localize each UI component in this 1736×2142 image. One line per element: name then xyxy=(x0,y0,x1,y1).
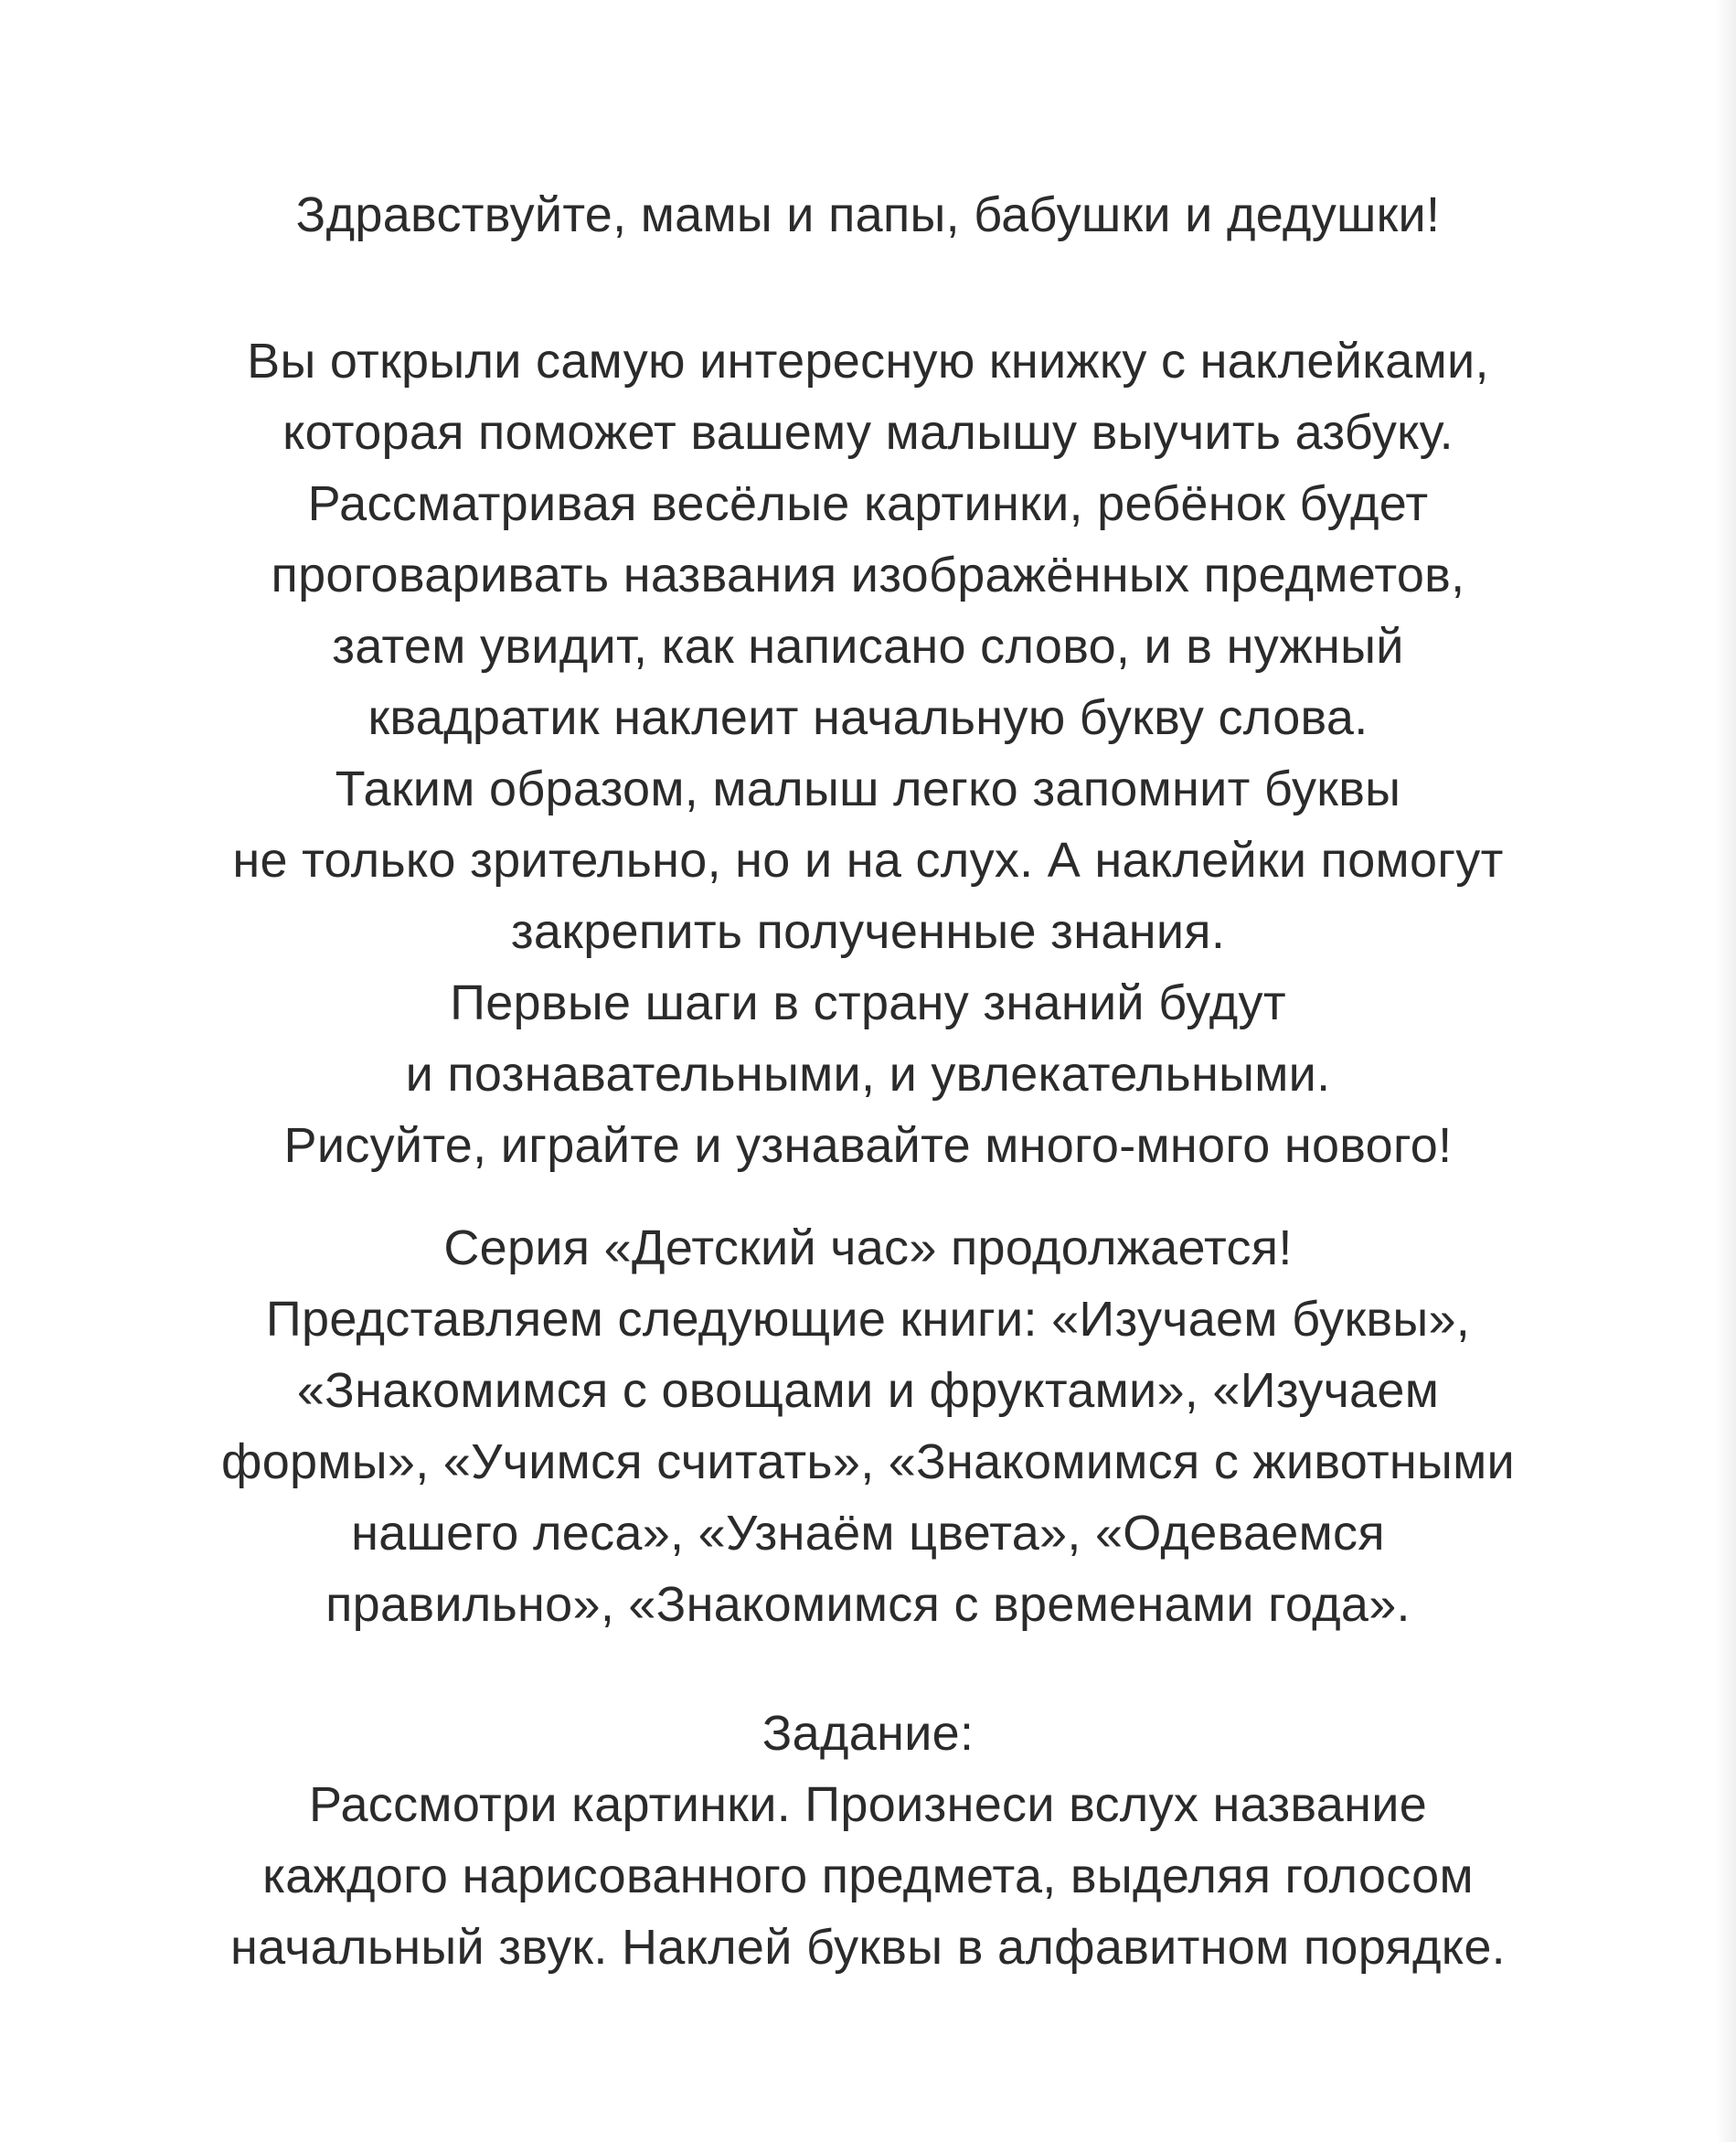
task-heading: Задание: xyxy=(761,1706,975,1761)
intro-line: Первые шаги в страну знаний будут xyxy=(450,975,1286,1030)
series-line: формы», «Учимся считать», «Знакомимся с животными xyxy=(220,1434,1516,1489)
task-paragraph xyxy=(0,1698,1736,1983)
intro-line: Рассматривая весёлые картинки, ребёнок будет xyxy=(307,476,1429,531)
intro-line: квадратик наклеит начальную букву слова. xyxy=(367,690,1369,745)
intro-line: Рисуйте, играйте и узнавайте много-много нового! xyxy=(283,1118,1453,1173)
series-paragraph xyxy=(0,1212,1736,1640)
series-line: правильно», «Знакомимся с временами года». xyxy=(325,1577,1411,1632)
intro-line: затем увидит, как написано слово, и в нужный xyxy=(332,619,1404,674)
series-line: Представляем следующие книги: «Изучаем буквы», xyxy=(265,1292,1471,1347)
series-line: нашего леса», «Узнаём цвета», «Одеваемся xyxy=(351,1506,1385,1561)
task-line: каждого нарисованного предмета, выделяя голосом xyxy=(262,1849,1474,1903)
intro-line: и познавательными, и увлекательными. xyxy=(405,1047,1331,1102)
intro-line: не только зрительно, но и на слух. А наклейки помогут xyxy=(232,833,1504,888)
greeting-paragraph xyxy=(0,179,1736,250)
series-line: «Знакомимся с овощами и фруктами», «Изучаем xyxy=(296,1363,1440,1418)
intro-line: проговаривать названия изображённых предметов, xyxy=(271,548,1465,602)
intro-paragraph xyxy=(0,325,1736,1181)
task-line: начальный звук. Наклей буквы в алфавитном порядке. xyxy=(230,1920,1506,1975)
series-line: Серия «Детский час» продолжается! xyxy=(443,1220,1293,1275)
intro-line: Вы открыли самую интересную книжку с наклейками, xyxy=(247,334,1489,389)
intro-line: закрепить полученные знания. xyxy=(510,904,1226,959)
intro-line: которая поможет вашему малышу выучить азбуку. xyxy=(282,405,1454,460)
greeting-line: Здравствуйте, мамы и папы, бабушки и дедушки! xyxy=(295,187,1441,242)
intro-line: Таким образом, малыш легко запомнит буквы xyxy=(335,762,1401,816)
task-line: Рассмотри картинки. Произнеси вслух название xyxy=(308,1777,1428,1832)
